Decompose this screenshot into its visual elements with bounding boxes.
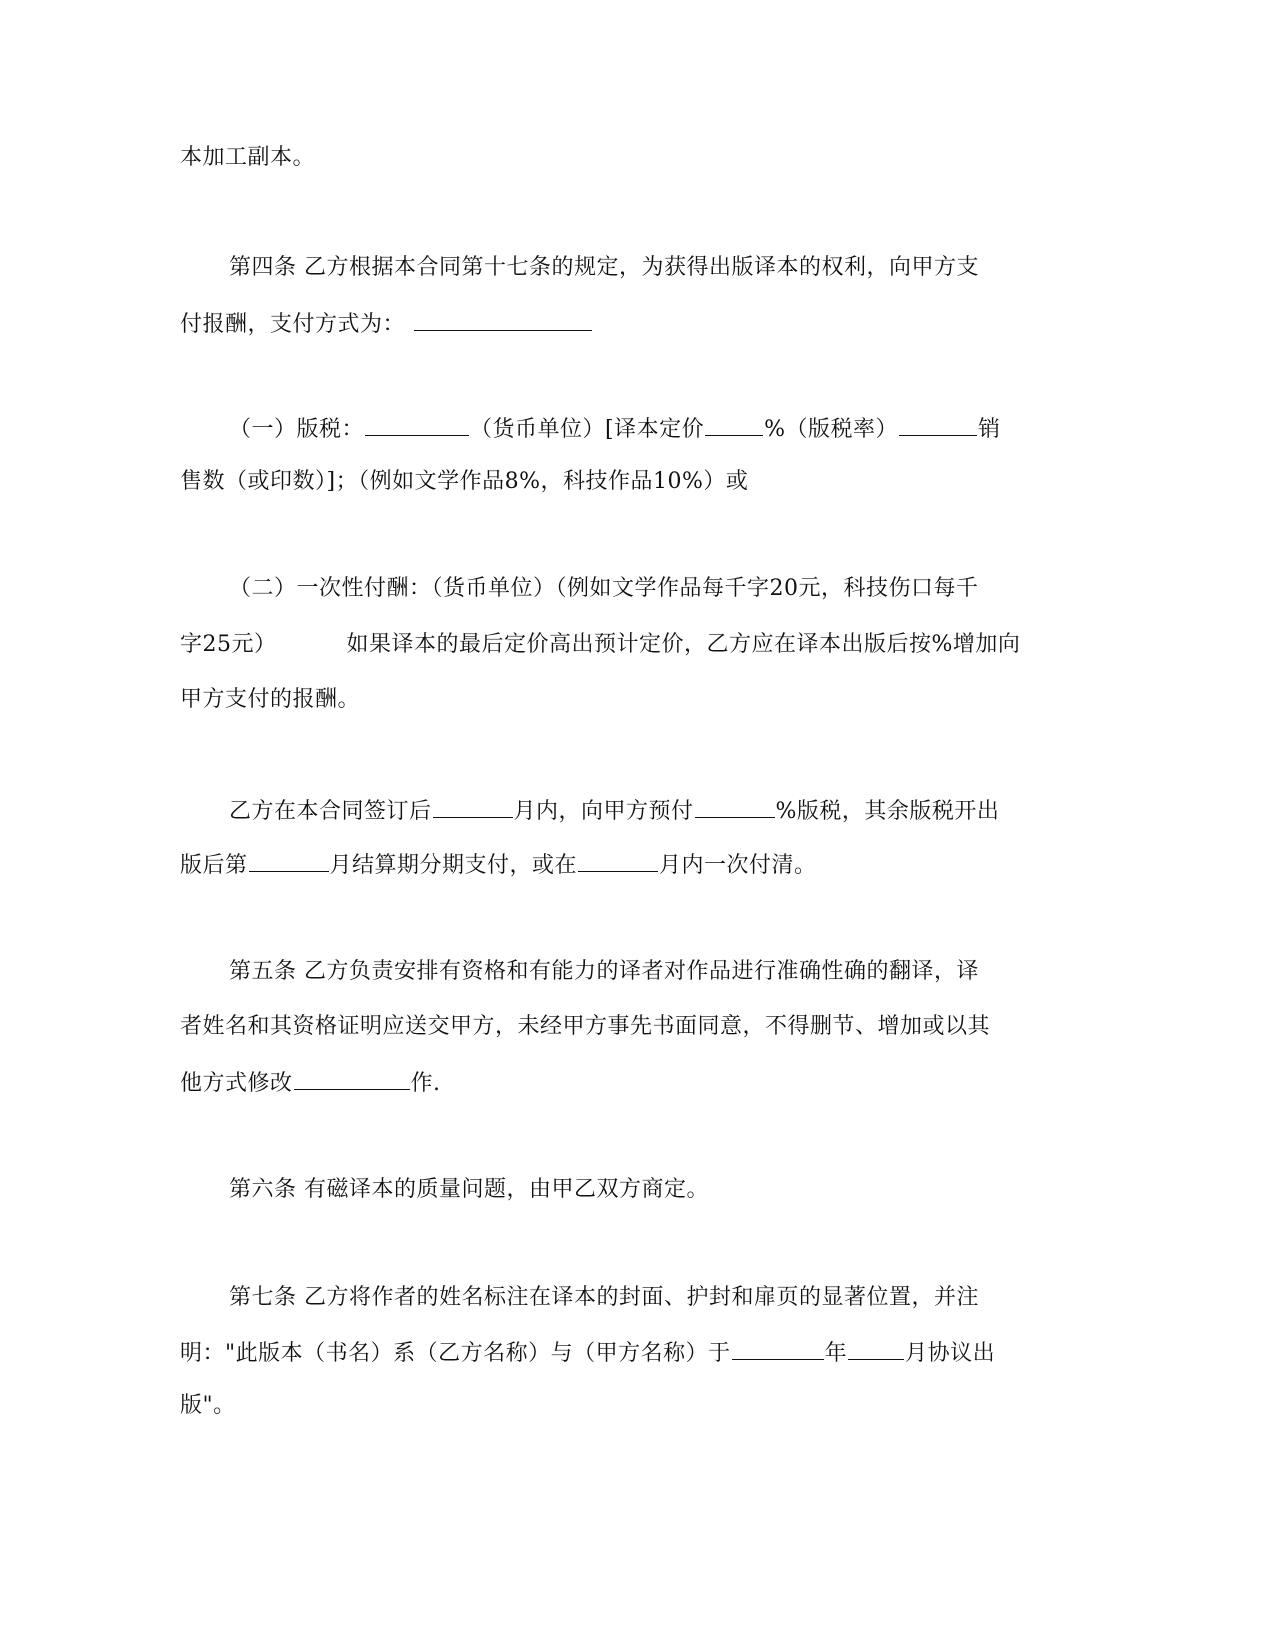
fill-in-blank xyxy=(578,849,658,872)
article-5-line-1 xyxy=(229,957,979,987)
fill-in-blank xyxy=(899,413,977,436)
text-segment: 他方式修改 xyxy=(180,1071,293,1096)
text-line: 第六条 有磁译本的质量问题，由甲乙双方商定。 xyxy=(229,1177,709,1202)
text-segment: 明："此版本（书名）系（乙方名称）与（甲方名称）于 xyxy=(180,1341,731,1366)
prepay-line-1 xyxy=(229,795,999,827)
article-6-line-1 xyxy=(229,1175,709,1205)
text-segment: 月协议出 xyxy=(905,1341,996,1366)
fill-in-blank xyxy=(695,795,775,818)
text-segment: （货币单位）[译本定价 xyxy=(470,417,705,442)
article-4-line-2 xyxy=(180,308,593,340)
text-segment: 乙方在本合同签订后 xyxy=(229,799,432,824)
text-line: 者姓名和其资格证明应送交甲方，未经甲方事先书面同意，不得删节、增加或以其 xyxy=(180,1014,991,1039)
paragraph-continuation xyxy=(180,143,315,173)
fill-in-blank xyxy=(414,308,592,331)
text-line: 本加工副本。 xyxy=(180,145,316,170)
text-line: 第七条 乙方将作者的姓名标注在译本的封面、护封和扉页的显著位置，并注 xyxy=(229,1285,979,1310)
item-2-line-2 xyxy=(180,630,1020,660)
text-segment: 销 xyxy=(978,417,1001,442)
text-segment: （一）版税： xyxy=(229,417,365,442)
fill-in-blank xyxy=(732,1337,824,1360)
text-segment: 月内，向甲方预付 xyxy=(513,799,694,824)
article-4-line-1 xyxy=(229,253,979,283)
article-7-line-1 xyxy=(229,1283,979,1313)
article-7-line-2 xyxy=(180,1337,995,1369)
text-segment: 如果译本的最后定价高出预计定价，乙方应在译本出版后按%增加向 xyxy=(346,632,1021,657)
text-line: 第五条 乙方负责安排有资格和有能力的译者对作品进行准确性确的翻译，译 xyxy=(229,959,979,984)
text-line: （二）一次性付酬：（货币单位）（例如文学作品每千字20元，科技伤口每千 xyxy=(229,576,979,601)
article-7-line-3 xyxy=(180,1391,236,1421)
fill-in-blank xyxy=(848,1337,904,1360)
text-line: 付报酬，支付方式为： xyxy=(180,312,406,337)
article-5-line-2 xyxy=(180,1012,990,1042)
text-segment: 作. xyxy=(410,1071,441,1096)
item-2-line-3 xyxy=(180,685,360,715)
text-segment: 月结算期分期支付，或在 xyxy=(329,853,578,878)
fill-in-blank xyxy=(294,1067,410,1090)
text-segment: 月内一次付清。 xyxy=(659,853,817,878)
article-5-line-3 xyxy=(180,1067,441,1099)
text-line: 甲方支付的报酬。 xyxy=(180,687,361,712)
text-segment: 年 xyxy=(824,1341,848,1366)
text-segment: %版税，其余版税开出 xyxy=(775,799,1000,824)
text-segment: %（版税率） xyxy=(764,417,899,442)
item-2-line-1 xyxy=(229,574,979,604)
text-segment: 字25元） xyxy=(180,632,277,657)
text-line: 售数（或印数）]；（例如文学作品8%，科技作品10%）或 xyxy=(180,469,749,494)
item-1-line-2 xyxy=(180,467,748,497)
fill-in-blank xyxy=(365,413,469,436)
item-1-line-1 xyxy=(229,413,1001,445)
text-segment: 版后第 xyxy=(180,853,248,878)
text-line: 版"。 xyxy=(180,1393,236,1418)
prepay-line-2 xyxy=(180,849,817,881)
text-line: 第四条 乙方根据本合同第十七条的规定，为获得出版译本的权利，向甲方支 xyxy=(229,255,979,280)
fill-in-blank xyxy=(433,795,513,818)
fill-in-blank xyxy=(705,413,763,436)
fill-in-blank xyxy=(249,849,329,872)
